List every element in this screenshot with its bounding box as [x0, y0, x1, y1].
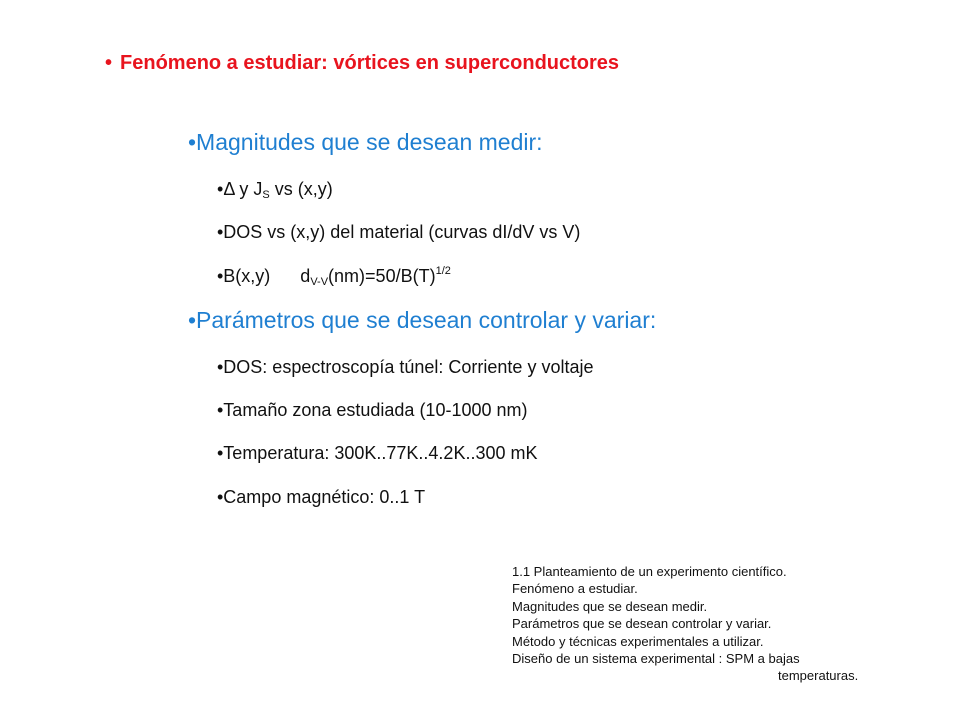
slide-title: [105, 52, 619, 75]
vortex-distance-d: d: [300, 266, 311, 286]
control-item-temperature: •Temperatura: 300K..77K..4.2K..300 mK: [217, 443, 538, 463]
delta-text: y J: [234, 179, 263, 199]
delta-symbol: Δ: [223, 179, 235, 199]
measure-item-dos: •DOS vs (x,y) del material (curvas dI/dV vs V): [217, 222, 581, 242]
notes-line: Método y técnicas experimentales a utilizar.: [512, 633, 764, 649]
vortex-distance-formula: (nm)=50/B(T): [328, 266, 436, 286]
js-subscript: S: [262, 189, 270, 201]
section-measure-heading: •Magnitudes que se desean medir:: [188, 129, 543, 155]
section-control-heading: •Parámetros que se desean controlar y variar:: [188, 307, 657, 333]
vortex-distance-exponent: 1/2: [435, 265, 451, 277]
notes-line: 1.1 Planteamiento de un experimento científico.: [512, 564, 787, 579]
vortex-distance-subscript: V-V: [310, 276, 329, 288]
notes-line: temperaturas.: [778, 668, 859, 684]
notes-line: Parámetros que se desean controlar y variar.: [512, 616, 772, 632]
notes-line: Diseño de un sistema experimental : SPM a bajas: [512, 651, 800, 667]
measure-item-field: [217, 266, 451, 287]
control-item-size: •Tamaño zona estudiada (10-1000 nm): [217, 400, 528, 420]
delta-text-end: vs (x,y): [269, 179, 333, 199]
title-bullet: •: [105, 52, 113, 74]
notes-line: Fenómeno a estudiar.: [512, 581, 638, 597]
item-bullet: •: [217, 179, 224, 199]
title-text: Fenómeno a estudiar: vórtices en superconductores: [120, 52, 620, 74]
measure-item-delta-js: [217, 179, 333, 200]
control-item-field: •Campo magnético: 0..1 T: [217, 487, 426, 507]
control-item-dos: •DOS: espectroscopía túnel: Corriente y voltaje: [217, 357, 594, 377]
slide-notes: [512, 563, 892, 685]
notes-line: Magnitudes que se desean medir.: [512, 598, 708, 614]
field-label: •B(x,y): [217, 266, 271, 286]
